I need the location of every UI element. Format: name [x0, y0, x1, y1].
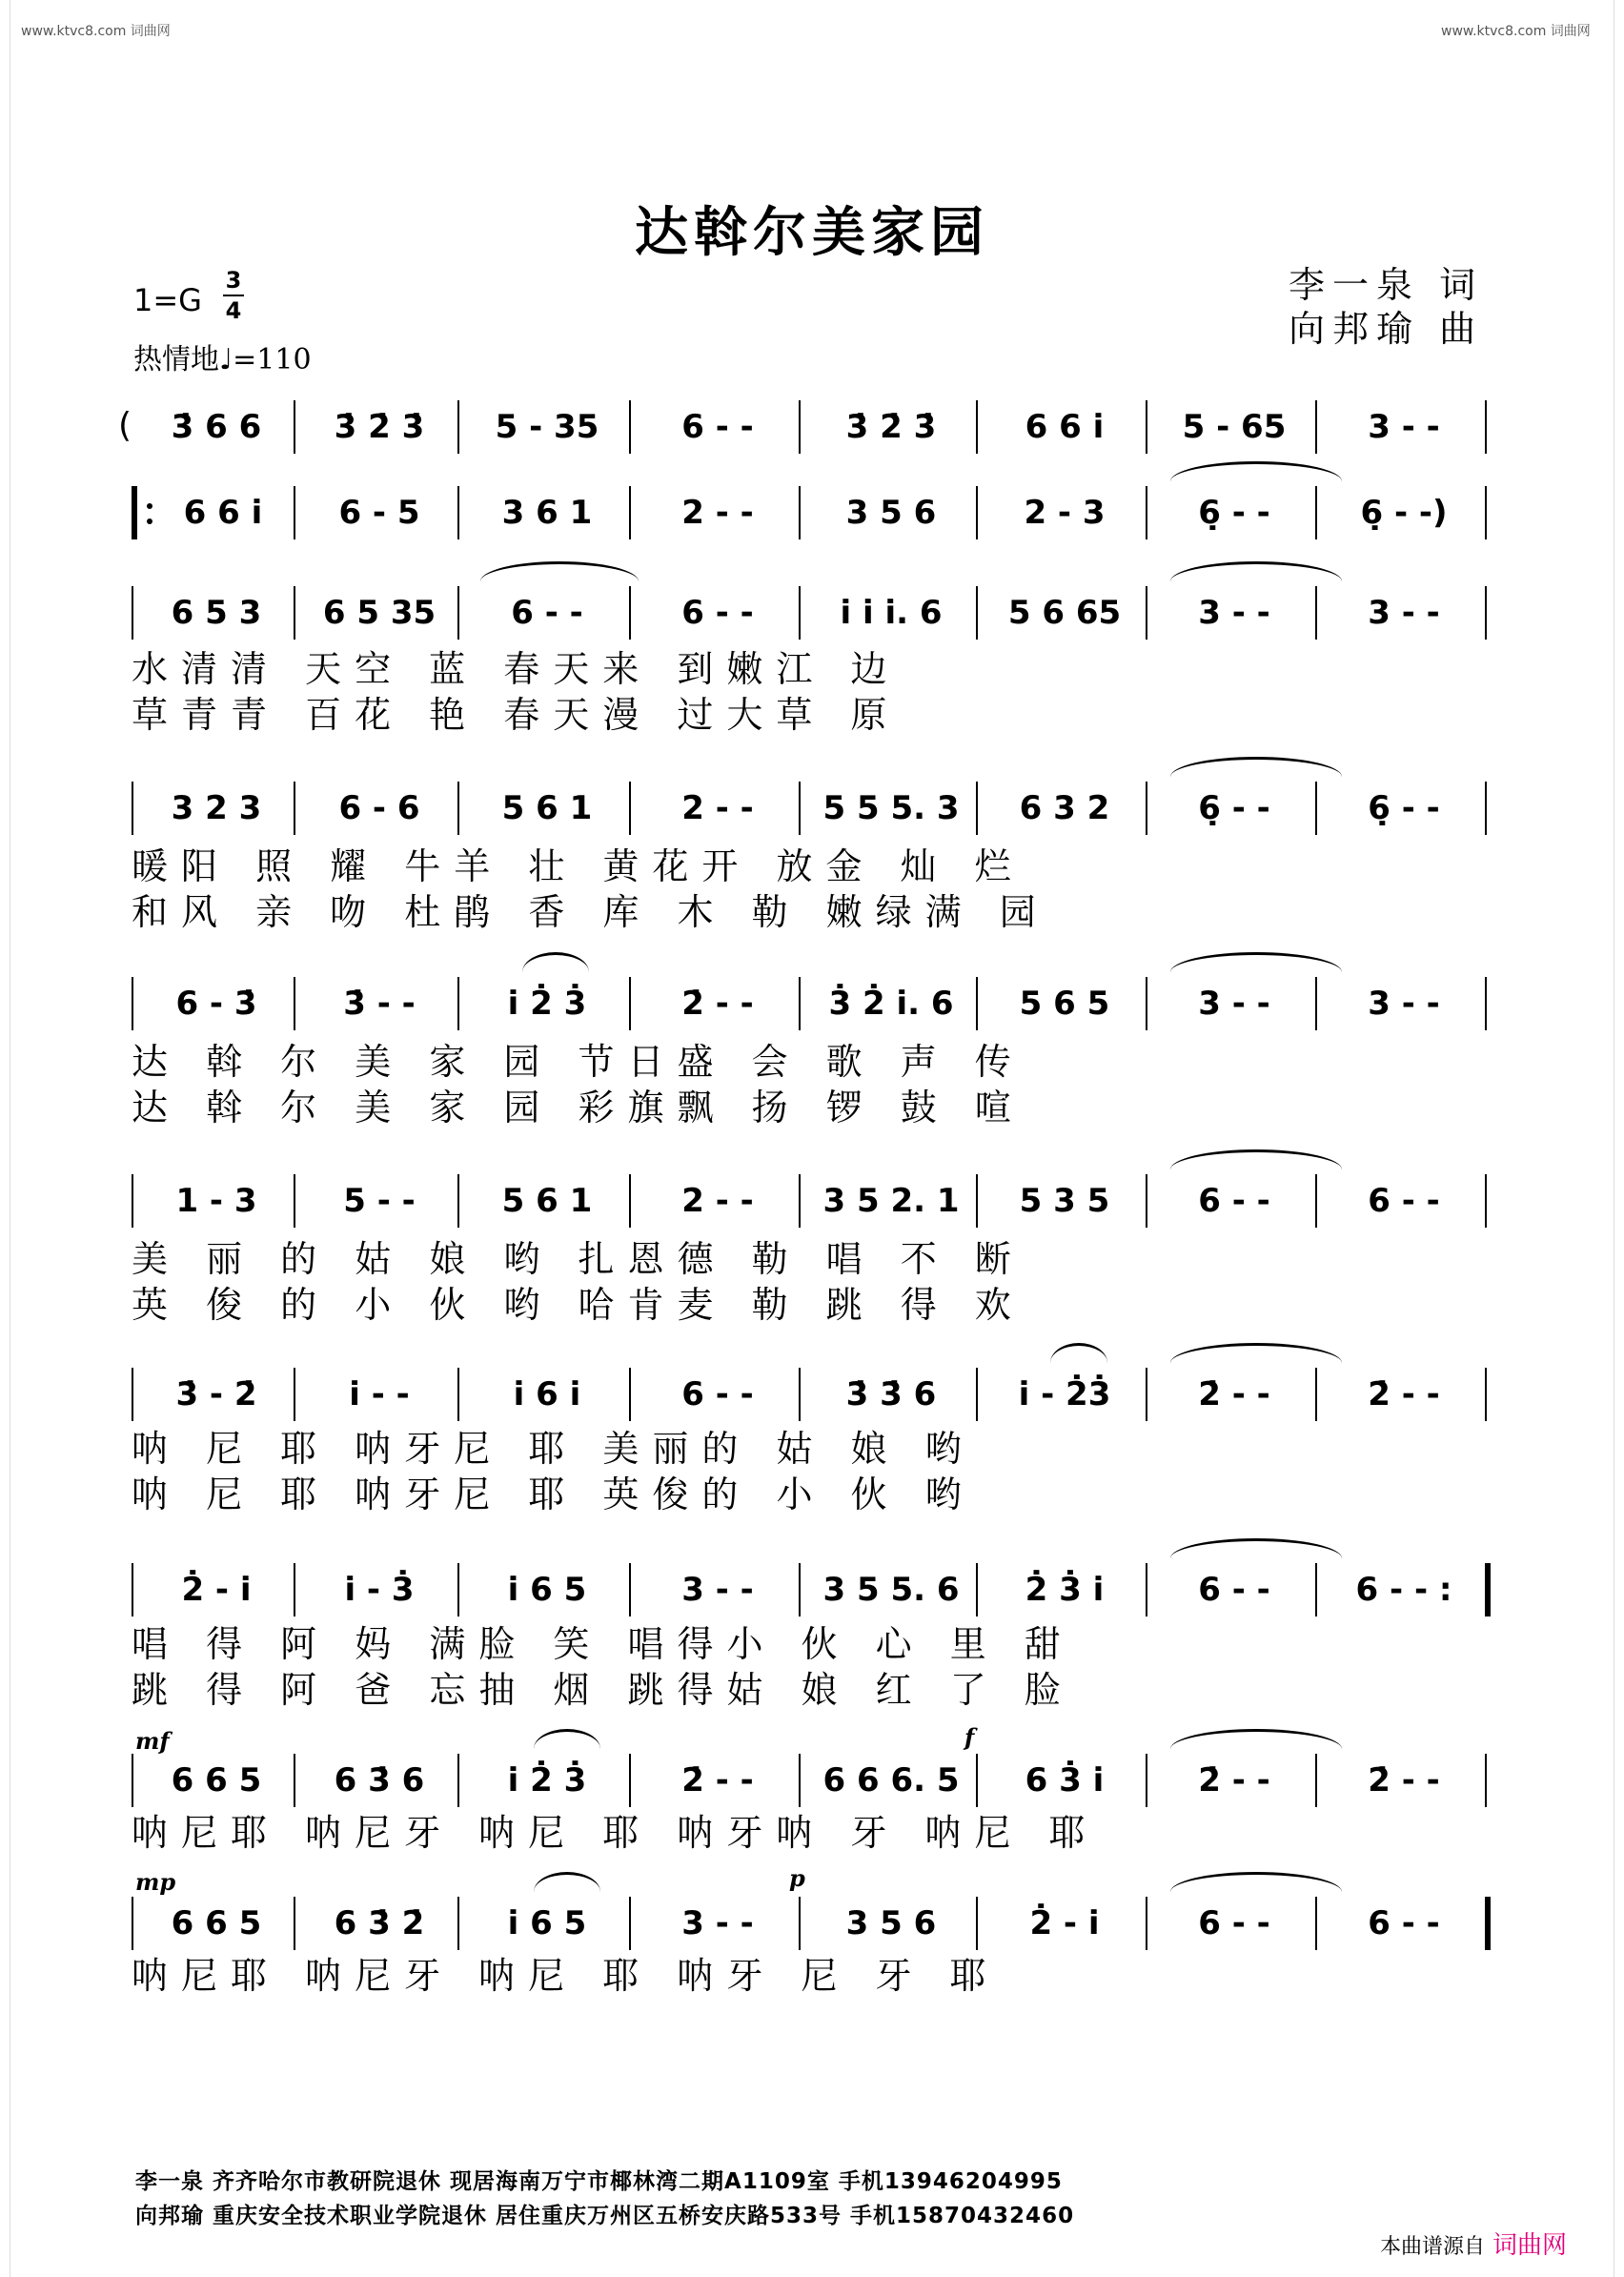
staff-row: [0, 486, 1624, 539]
measure: 6̣ - -: [1368, 789, 1440, 827]
bar-line: [1146, 1563, 1147, 1616]
staff-row: [0, 400, 1624, 454]
watermark-right: www.ktvc8.com 词曲网: [1441, 24, 1591, 39]
measure: 5 6 1: [501, 1182, 593, 1220]
measure: 2̇ - i̇: [181, 1571, 252, 1609]
bar-line: [799, 486, 801, 539]
staff-row: [0, 1174, 1624, 1228]
lyric-text: 呐尼耶 呐尼牙 呐尼 耶 呐牙 尼 牙 耶: [132, 1955, 1000, 1997]
bar-line: [1485, 977, 1487, 1030]
bar-line: [976, 1368, 978, 1421]
measure: i̇ 2̇ 3̇: [507, 1761, 587, 1799]
bar-line: [629, 586, 631, 640]
bar-line: [976, 977, 978, 1030]
measure: 5 - 65: [1182, 408, 1287, 446]
bar-line: [799, 1754, 801, 1807]
time-signature-bottom: 4: [225, 297, 242, 324]
measure: 6 - -: [681, 1375, 754, 1413]
lyric-line: [0, 1465, 1624, 1515]
bar-line: [629, 1174, 631, 1228]
composer-credit: 向邦瑜 曲: [1289, 308, 1484, 350]
tie-arc: [534, 1872, 600, 1892]
bar-line: [1485, 1754, 1487, 1807]
bar-line: [976, 400, 978, 454]
lyric-text: 呐尼耶 呐尼牙 呐尼 耶 呐牙呐 牙 呐尼 耶: [132, 1812, 1099, 1854]
measure: i̇ 6 5: [507, 1904, 587, 1942]
measure: 3̇ 6 6: [171, 408, 262, 446]
tie-arc: [480, 561, 639, 581]
lyric-text: 达 斡 尔 美 家 园 彩旗飘 扬 锣 鼓 喧: [132, 1087, 1025, 1128]
measure: 3 - -: [1198, 594, 1270, 632]
measure: 5 - 35: [495, 408, 599, 446]
bar-line: [457, 1368, 459, 1421]
measure: 6 - - :: [1355, 1571, 1452, 1609]
footer-line-2: 向邦瑜 重庆安全技术职业学院退休 居住重庆万州区五桥安庆路533号 手机15870432460: [135, 2204, 1075, 2228]
bar-line: [1315, 1897, 1317, 1950]
bar-line: [1315, 400, 1317, 454]
staff-row: [0, 1368, 1624, 1421]
brand-site: 词曲网: [1492, 2231, 1568, 2260]
measure: 6 3 2: [1019, 789, 1110, 827]
lyric-text: 呐 尼 耶 呐牙尼 耶 美丽的 姑 娘 哟: [132, 1428, 975, 1470]
bar-line: [799, 400, 801, 454]
measure: 2̇ - i̇: [1029, 1904, 1100, 1942]
tie-arc: [1170, 757, 1342, 777]
bar-line: [799, 1563, 801, 1616]
measure: 2 - -: [681, 1182, 754, 1220]
bar-line: [1315, 486, 1317, 539]
bar-line: [132, 1368, 133, 1421]
lyric-line: [0, 1078, 1624, 1128]
measure: 6 - -: [1368, 1182, 1440, 1220]
lyric-line: [0, 1660, 1624, 1711]
dynamic-f: f: [964, 1723, 975, 1751]
bar-line: [1485, 1563, 1491, 1616]
staff-row: [0, 782, 1624, 835]
bar-line: [629, 1563, 631, 1616]
tie-arc: [1050, 1343, 1107, 1363]
measure: 6 5 3: [171, 594, 262, 632]
lyric-text: 和风 亲 吻 杜鹃 香 库 木 勒 嫩绿满 园: [132, 891, 1049, 933]
measure: 1 - 3: [175, 1182, 257, 1220]
bar-line: [1146, 586, 1147, 640]
lyric-line: [0, 1615, 1624, 1665]
tie-arc: [1170, 461, 1342, 481]
measure: i̇ - 2̇3̇: [1018, 1375, 1111, 1413]
bar-line: [976, 1897, 978, 1950]
bar-line: [294, 782, 295, 835]
song-title: 达斡尔美家园: [635, 201, 989, 264]
brand-text: 本曲谱源自: [1380, 2235, 1486, 2259]
bar-line: [457, 1563, 459, 1616]
measure: 3 2 3: [171, 789, 262, 827]
source-brand: [1380, 2226, 1567, 2261]
lyric-text: 草青青 百花 艳 春天漫 过大草 原: [132, 694, 901, 736]
measure: 3 - -: [1368, 985, 1440, 1023]
bar-line: [629, 400, 631, 454]
measure: 3 - -: [1368, 408, 1440, 446]
lyric-line: [0, 1946, 1624, 1997]
bar-line: [132, 977, 133, 1030]
measure: 6 - -: [1368, 1904, 1440, 1942]
bar-line: [799, 1897, 801, 1950]
bar-line: [132, 782, 133, 835]
lyric-line: [0, 1803, 1624, 1854]
measure: 6 3̇ i̇: [1025, 1761, 1105, 1799]
measure: 3 5 6: [845, 494, 937, 532]
time-signature-top: 3: [225, 267, 242, 294]
bar-line: [1146, 1174, 1147, 1228]
bar-line: [294, 486, 295, 539]
measure: 5 6 65: [1007, 594, 1122, 632]
bar-line: [629, 977, 631, 1030]
measure: 3 - -: [681, 1571, 754, 1609]
staff-row: [0, 586, 1624, 640]
bar-line: [457, 1174, 459, 1228]
measure: 2 - 3: [1024, 494, 1106, 532]
measure: 6 - 3̇: [175, 985, 257, 1023]
measure: 2̇ 3̇ i̇: [1025, 1571, 1105, 1609]
bar-line: [1485, 1174, 1487, 1228]
staff-row: [0, 1563, 1624, 1616]
bar-line: [132, 1174, 133, 1228]
footer-line-1: 李一泉 齐齐哈尔市教研院退休 现居海南万宁市椰林湾二期A1109室 手机13946204995: [135, 2169, 1063, 2194]
bar-line: [132, 1563, 133, 1616]
bar-line: [976, 782, 978, 835]
open-parenthesis: (: [118, 406, 132, 445]
tie-arc: [534, 1729, 600, 1749]
bar-line: [976, 1174, 978, 1228]
bar-line: [1315, 977, 1317, 1030]
bar-line: [1485, 486, 1487, 539]
measure: 3 5 5. 6: [822, 1571, 960, 1609]
lyric-text: 暖阳 照 耀 牛羊 壮 黄花开 放金 灿 烂: [132, 845, 1025, 887]
measure: 6̣ - -): [1360, 494, 1448, 532]
bar-line: [132, 1897, 133, 1950]
staff-row: [0, 1897, 1624, 1950]
dynamic-p: p: [789, 1864, 805, 1892]
measure: i̇ - 3̇: [344, 1571, 415, 1609]
measure: 6 6 5: [171, 1761, 262, 1799]
tie-arc: [522, 952, 589, 972]
bar-line: [1315, 1368, 1317, 1421]
measure: i̇ 6 i̇: [513, 1375, 581, 1413]
bar-line: [799, 586, 801, 640]
bar-line: [976, 586, 978, 640]
measure: i̇ 2̇ 3̇: [507, 985, 587, 1023]
lyric-text: 呐 尼 耶 呐牙尼 耶 英俊的 小 伙 哟: [132, 1474, 975, 1515]
bar-line: [294, 400, 295, 454]
measure: 3̇ - -: [343, 985, 416, 1023]
tie-arc: [1170, 952, 1342, 972]
measure: 2̇ - -: [1198, 1375, 1270, 1413]
measure: 2̇ - -: [1198, 1761, 1270, 1799]
bar-line: [1485, 1897, 1491, 1950]
measure: 2 - -: [681, 494, 754, 532]
bar-line: [457, 486, 459, 539]
tie-arc: [1170, 1538, 1342, 1558]
key-signature: 1=G: [133, 282, 202, 318]
measure: 6 6 i̇: [1025, 408, 1105, 446]
bar-line: [294, 1368, 295, 1421]
measure: 2̇ - -: [681, 985, 754, 1023]
bar-line: [1315, 782, 1317, 835]
dynamic-mf: mf: [135, 1727, 170, 1755]
lyric-text: 英 俊 的 小 伙 哟 哈肯麦 勒 跳 得 欢: [132, 1284, 1025, 1326]
bar-line: [457, 782, 459, 835]
bar-line: [1146, 1368, 1147, 1421]
bar-line: [457, 977, 459, 1030]
bar-line: [629, 782, 631, 835]
watermark-left: www.ktvc8.com 词曲网: [21, 24, 171, 39]
measure: 6 - -: [1198, 1571, 1270, 1609]
measure: 2 - -: [681, 789, 754, 827]
bar-line: [1485, 586, 1487, 640]
measure: 3 5 2. 1: [822, 1182, 960, 1220]
bar-line: [457, 1897, 459, 1950]
measure: 3 - -: [681, 1904, 754, 1942]
measure: 6 - 6: [338, 789, 420, 827]
measure: 2̇ - -: [1368, 1375, 1440, 1413]
lyric-line: [0, 883, 1624, 933]
bar-line: [1485, 782, 1487, 835]
bar-line: [1485, 1368, 1487, 1421]
bar-line: [294, 977, 295, 1030]
bar-line: [1315, 586, 1317, 640]
measure: i̇ i̇ i̇. 6: [840, 594, 943, 632]
measure: 2̇ - -: [1368, 1761, 1440, 1799]
measure: 2̇ - -: [681, 1761, 754, 1799]
lyric-line: [0, 640, 1624, 690]
measure: 3̇ 3̇ 6: [845, 1375, 937, 1413]
lyric-text: 美 丽 的 姑 娘 哟 扎恩德 勒 唱 不 断: [132, 1238, 1025, 1280]
measure: 6 - -: [681, 408, 754, 446]
lyricist-credit: 李一泉 词: [1289, 264, 1484, 306]
bar-line: [294, 1897, 295, 1950]
measure: 5 6 1: [501, 789, 593, 827]
bar-line: [294, 1754, 295, 1807]
tie-arc: [1170, 1872, 1342, 1892]
lyric-text: 跳 得 阿 爸 忘抽 烟 跳得姑 娘 红 了 脸: [132, 1669, 1074, 1711]
bar-line: [976, 486, 978, 539]
bar-line: [1146, 400, 1147, 454]
bar-line: [1146, 1897, 1147, 1950]
measure: 6 - -: [681, 594, 754, 632]
lyric-line: [0, 1230, 1624, 1280]
bar-line: [457, 586, 459, 640]
tie-arc: [1170, 561, 1342, 581]
bar-line: [1315, 1563, 1317, 1616]
measure: 5 3 5: [1019, 1182, 1110, 1220]
measure: 5 5 5. 3: [822, 789, 960, 827]
dynamic-mp: mp: [135, 1868, 176, 1896]
lyric-text: 唱 得 阿 妈 满脸 笑 唱得小 伙 心 里 甜: [132, 1623, 1074, 1665]
bar-line: [457, 400, 459, 454]
bar-line: [294, 1174, 295, 1228]
measure: 6 - -: [1198, 1904, 1270, 1942]
bar-line: [629, 1368, 631, 1421]
lyric-line: [0, 1419, 1624, 1470]
lyric-text: 水清清 天空 蓝 春天来 到嫩江 边: [132, 648, 901, 690]
measure: 6̣ - -: [1198, 789, 1270, 827]
tie-arc: [1170, 1149, 1342, 1169]
measure: 3̇ 2̇ 3̇: [334, 408, 425, 446]
bar-line: [1315, 1174, 1317, 1228]
tempo-marking: 热情地♩=110: [133, 343, 312, 376]
bar-line: [799, 1368, 801, 1421]
bar-line: [629, 486, 631, 539]
measure: 5 - -: [343, 1182, 416, 1220]
bar-line: [1146, 1754, 1147, 1807]
bar-line: [976, 1754, 978, 1807]
bar-line: [132, 586, 133, 640]
bar-line: [1315, 1754, 1317, 1807]
lyric-line: [0, 837, 1624, 887]
bar-line: [976, 1563, 978, 1616]
bar-line: [1146, 486, 1147, 539]
bar-line: [1485, 400, 1487, 454]
bar-line: [294, 586, 295, 640]
bar-line: [799, 977, 801, 1030]
time-signature: [223, 267, 244, 324]
staff-row: [0, 977, 1624, 1030]
lyric-line: [0, 1275, 1624, 1326]
lyric-line: [0, 685, 1624, 736]
bar-line: [457, 1754, 459, 1807]
measure: 3 5 6: [845, 1904, 937, 1942]
bar-line: [1146, 782, 1147, 835]
measure: 6 3̇ 2̇: [334, 1904, 425, 1942]
bar-line: [629, 1754, 631, 1807]
tie-arc: [1170, 1343, 1342, 1363]
measure: 3 6 1: [501, 494, 593, 532]
bar-line: [132, 1754, 133, 1807]
measure: 6 - -: [511, 594, 583, 632]
measure: 6 6 i̇: [183, 494, 263, 532]
measure: 3̇ - 2̇: [175, 1375, 257, 1413]
staff-row: [0, 1754, 1624, 1807]
lyric-line: [0, 1032, 1624, 1083]
measure: 3 - -: [1198, 985, 1270, 1023]
bar-line: [799, 1174, 801, 1228]
measure: 3 - -: [1368, 594, 1440, 632]
measure: 6 - -: [1198, 1182, 1270, 1220]
measure: 6 5 35: [322, 594, 436, 632]
measure: 6 6 5: [171, 1904, 262, 1942]
bar-line: [132, 486, 137, 539]
bar-line: [629, 1897, 631, 1950]
lyric-text: 达 斡 尔 美 家 园 节日盛 会 歌 声 传: [132, 1041, 1025, 1083]
measure: 3̇ 2̇ i̇. 6: [828, 985, 954, 1023]
measure: i̇ 6 5: [507, 1571, 587, 1609]
measure: 6 - 5: [338, 494, 420, 532]
measure: 5 6 5: [1019, 985, 1110, 1023]
tie-arc: [1170, 1729, 1342, 1749]
measure: 6 6 6. 5: [822, 1761, 960, 1799]
bar-line: [799, 782, 801, 835]
measure: 6̣ - -: [1198, 494, 1270, 532]
bar-line: [1146, 977, 1147, 1030]
measure: 3̇ 2̇ 3̇: [845, 408, 937, 446]
measure: 6 3̇ 6: [334, 1761, 425, 1799]
measure: i̇ - -: [349, 1375, 410, 1413]
bar-line: [294, 1563, 295, 1616]
